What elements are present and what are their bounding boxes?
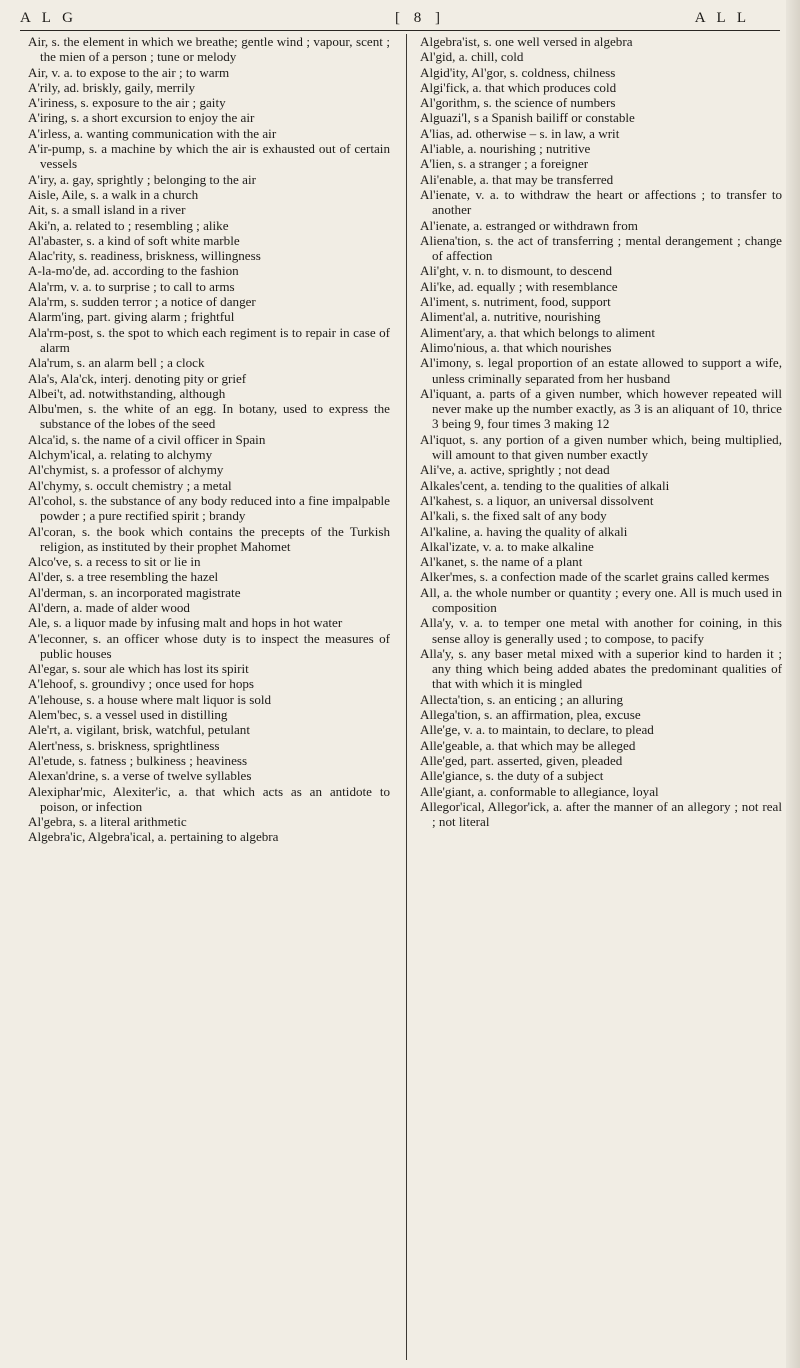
entry: Aliment'al, a. nutritive, nourishing: [420, 309, 601, 325]
entry: Allega'tion, s. an affirmation, plea, excuse: [420, 707, 641, 723]
entry: Ala's, Ala'ck, interj. denoting pity or grief: [28, 370, 247, 386]
entry: A-la-mo'de, ad. according to the fashion: [28, 263, 239, 279]
entry: Ali'ke, ad. equally ; with resemblance: [420, 278, 618, 294]
entry: Alla'y, s. any baser metal mixed with a superior kind to harden it ; any thing which being added abates the predominant qualities of that with which it is mingled: [420, 645, 782, 692]
entry: Al'chymist, s. a professor of alchymy: [28, 462, 224, 478]
entry: A'lehoof, s. groundivy ; once used for hops: [28, 676, 255, 692]
entry: Air, v. a. to expose to the air ; to warm: [28, 64, 230, 80]
entry: Albei't, ad. notwithstanding, although: [28, 385, 226, 401]
entry: Aisle, Aile, s. a walk in a church: [28, 186, 199, 202]
entry: A'rily, ad. briskly, gaily, merrily: [28, 79, 196, 95]
entry: A'iring, s. a short excursion to enjoy the air: [28, 110, 255, 126]
entry: Algi'fick, a. that which produces cold: [420, 79, 617, 95]
entry: Algebra'ic, Algebra'ical, a. pertaining to algebra: [28, 829, 279, 845]
entry: All, a. the whole number or quantity ; every one. All is much used in composition: [420, 584, 782, 615]
page-edge-shadow: [786, 0, 800, 1368]
entry: Ali've, a. active, sprightly ; not dead: [420, 462, 610, 478]
entry: Ala'rm, v. a. to surprise ; to call to arms: [28, 278, 235, 294]
entry: Ala'rm-post, s. the spot to which each regiment is to repair in case of alarm: [28, 324, 390, 355]
header-rule: [20, 30, 780, 31]
entry: Algebra'ist, s. one well versed in algebra: [420, 34, 633, 49]
left-column: [28, 34, 390, 1360]
entry: Ala'rum, s. an alarm bell ; a clock: [28, 355, 205, 371]
column-divider: [406, 34, 407, 1360]
entry: Al'imony, s. legal proportion of an estate allowed to support a wife, unless criminally separated from her husband: [420, 355, 782, 386]
entry: Ali'ght, v. n. to dismount, to descend: [420, 263, 613, 279]
page-header: [20, 10, 780, 32]
entry: Alca'id, s. the name of a civil officer in Spain: [28, 431, 266, 447]
entry: Alla'y, v. a. to temper one metal with another for coining, in this sense alloy is generally used ; to compose, to pacify: [420, 615, 782, 646]
entry: Al'iment, s. nutriment, food, support: [420, 294, 611, 310]
entry: Al'ienate, v. a. to withdraw the heart or affections ; to transfer to another: [420, 186, 782, 218]
entry: Ala'rm, s. sudden terror ; a notice of danger: [28, 294, 256, 310]
entry: Alle'geable, a. that which may be alleged: [420, 737, 636, 753]
entry: A'ir-pump, s. a machine by which the air is exhausted out of certain vessels: [28, 141, 390, 172]
entry: Al'kahest, s. a liquor, an universal dissolvent: [420, 492, 654, 508]
entry: Aliment'ary, a. that which belongs to aliment: [420, 324, 655, 340]
entry: A'iry, a. gay, sprightly ; belonging to the air: [28, 171, 256, 187]
entry: A'lien, s. a stranger ; a foreigner: [420, 156, 589, 172]
entry: Algid'ity, Al'gor, s. coldness, chilness: [420, 64, 616, 80]
page-number: [ 8 ]: [395, 10, 445, 26]
entry: Ait, s. a small island in a river: [28, 202, 186, 218]
entry: Ali'enable, a. that may be transferred: [420, 171, 614, 187]
entry: A'irless, a. wanting communication with the air: [28, 125, 277, 141]
entry: Alac'rity, s. readiness, briskness, willingness: [28, 248, 261, 264]
entry: Al'cohol, s. the substance of any body reduced into a fine impalpable powder ; a pure rectified spirit ; brandy: [28, 492, 390, 524]
entry: Alle'ge, v. a. to maintain, to declare, to plead: [420, 722, 654, 738]
entry: Al'iquant, a. parts of a given number, which however repeated will never make up the number exactly, as 3 is an aliquant of 10, thrice 3 being 9, four times 3 making 12: [420, 385, 782, 432]
entry: Al'kali, s. the fixed salt of any body: [420, 508, 607, 524]
entry: Allegor'ical, Allegor'ick, a. after the manner of an allegory ; not real ; not literal: [420, 798, 782, 830]
entry: Allecta'tion, s. an enticing ; an alluring: [420, 691, 624, 707]
entry: Aliena'tion, s. the act of transferring ; mental derangement ; change of affection: [420, 232, 782, 264]
entry: Alexiphar'mic, Alexiter'ic, a. that which acts as an antidote to poison, or infection: [28, 783, 390, 814]
entry: Al'kanet, s. the name of a plant: [420, 554, 583, 570]
entry: Ale, s. a liquor made by infusing malt and hops in hot water: [28, 615, 343, 631]
entry: Al'ienate, a. estranged or withdrawn from: [420, 217, 638, 233]
entry: Alker'mes, s. a confection made of the scarlet grains called kermes: [420, 569, 770, 585]
entry: Al'coran, s. the book which contains the precepts of the Turkish religion, as instituted by their prophet Mahomet: [28, 523, 390, 554]
entry: Al'chymy, s. occult chemistry ; a metal: [28, 477, 232, 493]
entry: Alco've, s. a recess to sit or lie in: [28, 554, 201, 570]
entry: Alle'giant, a. conformable to allegiance, loyal: [420, 783, 659, 799]
entry: Al'etude, s. fatness ; bulkiness ; heaviness: [28, 752, 248, 768]
entry: Air, s. the element in which we breathe; gentle wind ; vapour, scent ; the mien of a person ; tune or melody: [28, 34, 390, 65]
entry: A'leconner, s. an officer whose duty is to inspect the measures of public houses: [28, 630, 390, 661]
entry: Alkales'cent, a. tending to the qualities of alkali: [420, 477, 670, 493]
entry: Al'derman, s. an incorporated magistrate: [28, 584, 241, 600]
entry: Alert'ness, s. briskness, sprightliness: [28, 737, 220, 753]
entry: A'iriness, s. exposure to the air ; gaity: [28, 95, 226, 111]
header-right-catchword: A L L: [694, 10, 750, 26]
entry: Al'egar, s. sour ale which has lost its spirit: [28, 661, 249, 677]
entry: Alexan'drine, s. a verse of twelve syllables: [28, 768, 252, 784]
entry: Aki'n, a. related to ; resembling ; alike: [28, 217, 229, 233]
entry: Al'gid, a. chill, cold: [420, 49, 524, 65]
entry: Alem'bec, s. a vessel used in distilling: [28, 707, 228, 723]
entry: Al'gebra, s. a literal arithmetic: [28, 814, 187, 830]
entry: Ale'rt, a. vigilant, brisk, watchful, petulant: [28, 722, 250, 738]
entry: Al'kaline, a. having the quality of alkali: [420, 523, 628, 539]
entry: A'lehouse, s. a house where malt liquor is sold: [28, 691, 272, 707]
entry: Alguazi'l, s a Spanish bailiff or constable: [420, 110, 635, 126]
entry: Al'der, s. a tree resembling the hazel: [28, 569, 219, 585]
entry: Alchym'ical, a. relating to alchymy: [28, 447, 213, 463]
entry: Alle'ged, part. asserted, given, pleaded: [420, 752, 623, 768]
entry: A'lias, ad. otherwise – s. in law, a writ: [420, 125, 620, 141]
entry: Alarm'ing, part. giving alarm ; frightful: [28, 309, 235, 325]
entry: Al'iquot, s. any portion of a given number which, being multiplied, will amount to that given number exactly: [420, 431, 782, 463]
entry: Albu'men, s. the white of an egg. In botany, used to express the substance of the lobes of the seed: [28, 401, 390, 432]
entry: Al'gorithm, s. the science of numbers: [420, 95, 616, 111]
entry: Alimo'nious, a. that which nourishes: [420, 339, 612, 355]
entry: Al'dern, a. made of alder wood: [28, 599, 190, 615]
entry: Alkal'izate, v. a. to make alkaline: [420, 538, 594, 554]
right-column: [420, 34, 782, 1360]
header-left-catchword: A L G: [20, 10, 77, 26]
entry: Al'abaster, s. a kind of soft white marble: [28, 232, 240, 248]
entry: Al'iable, a. nourishing ; nutritive: [420, 141, 591, 157]
entry: Alle'giance, s. the duty of a subject: [420, 768, 604, 784]
